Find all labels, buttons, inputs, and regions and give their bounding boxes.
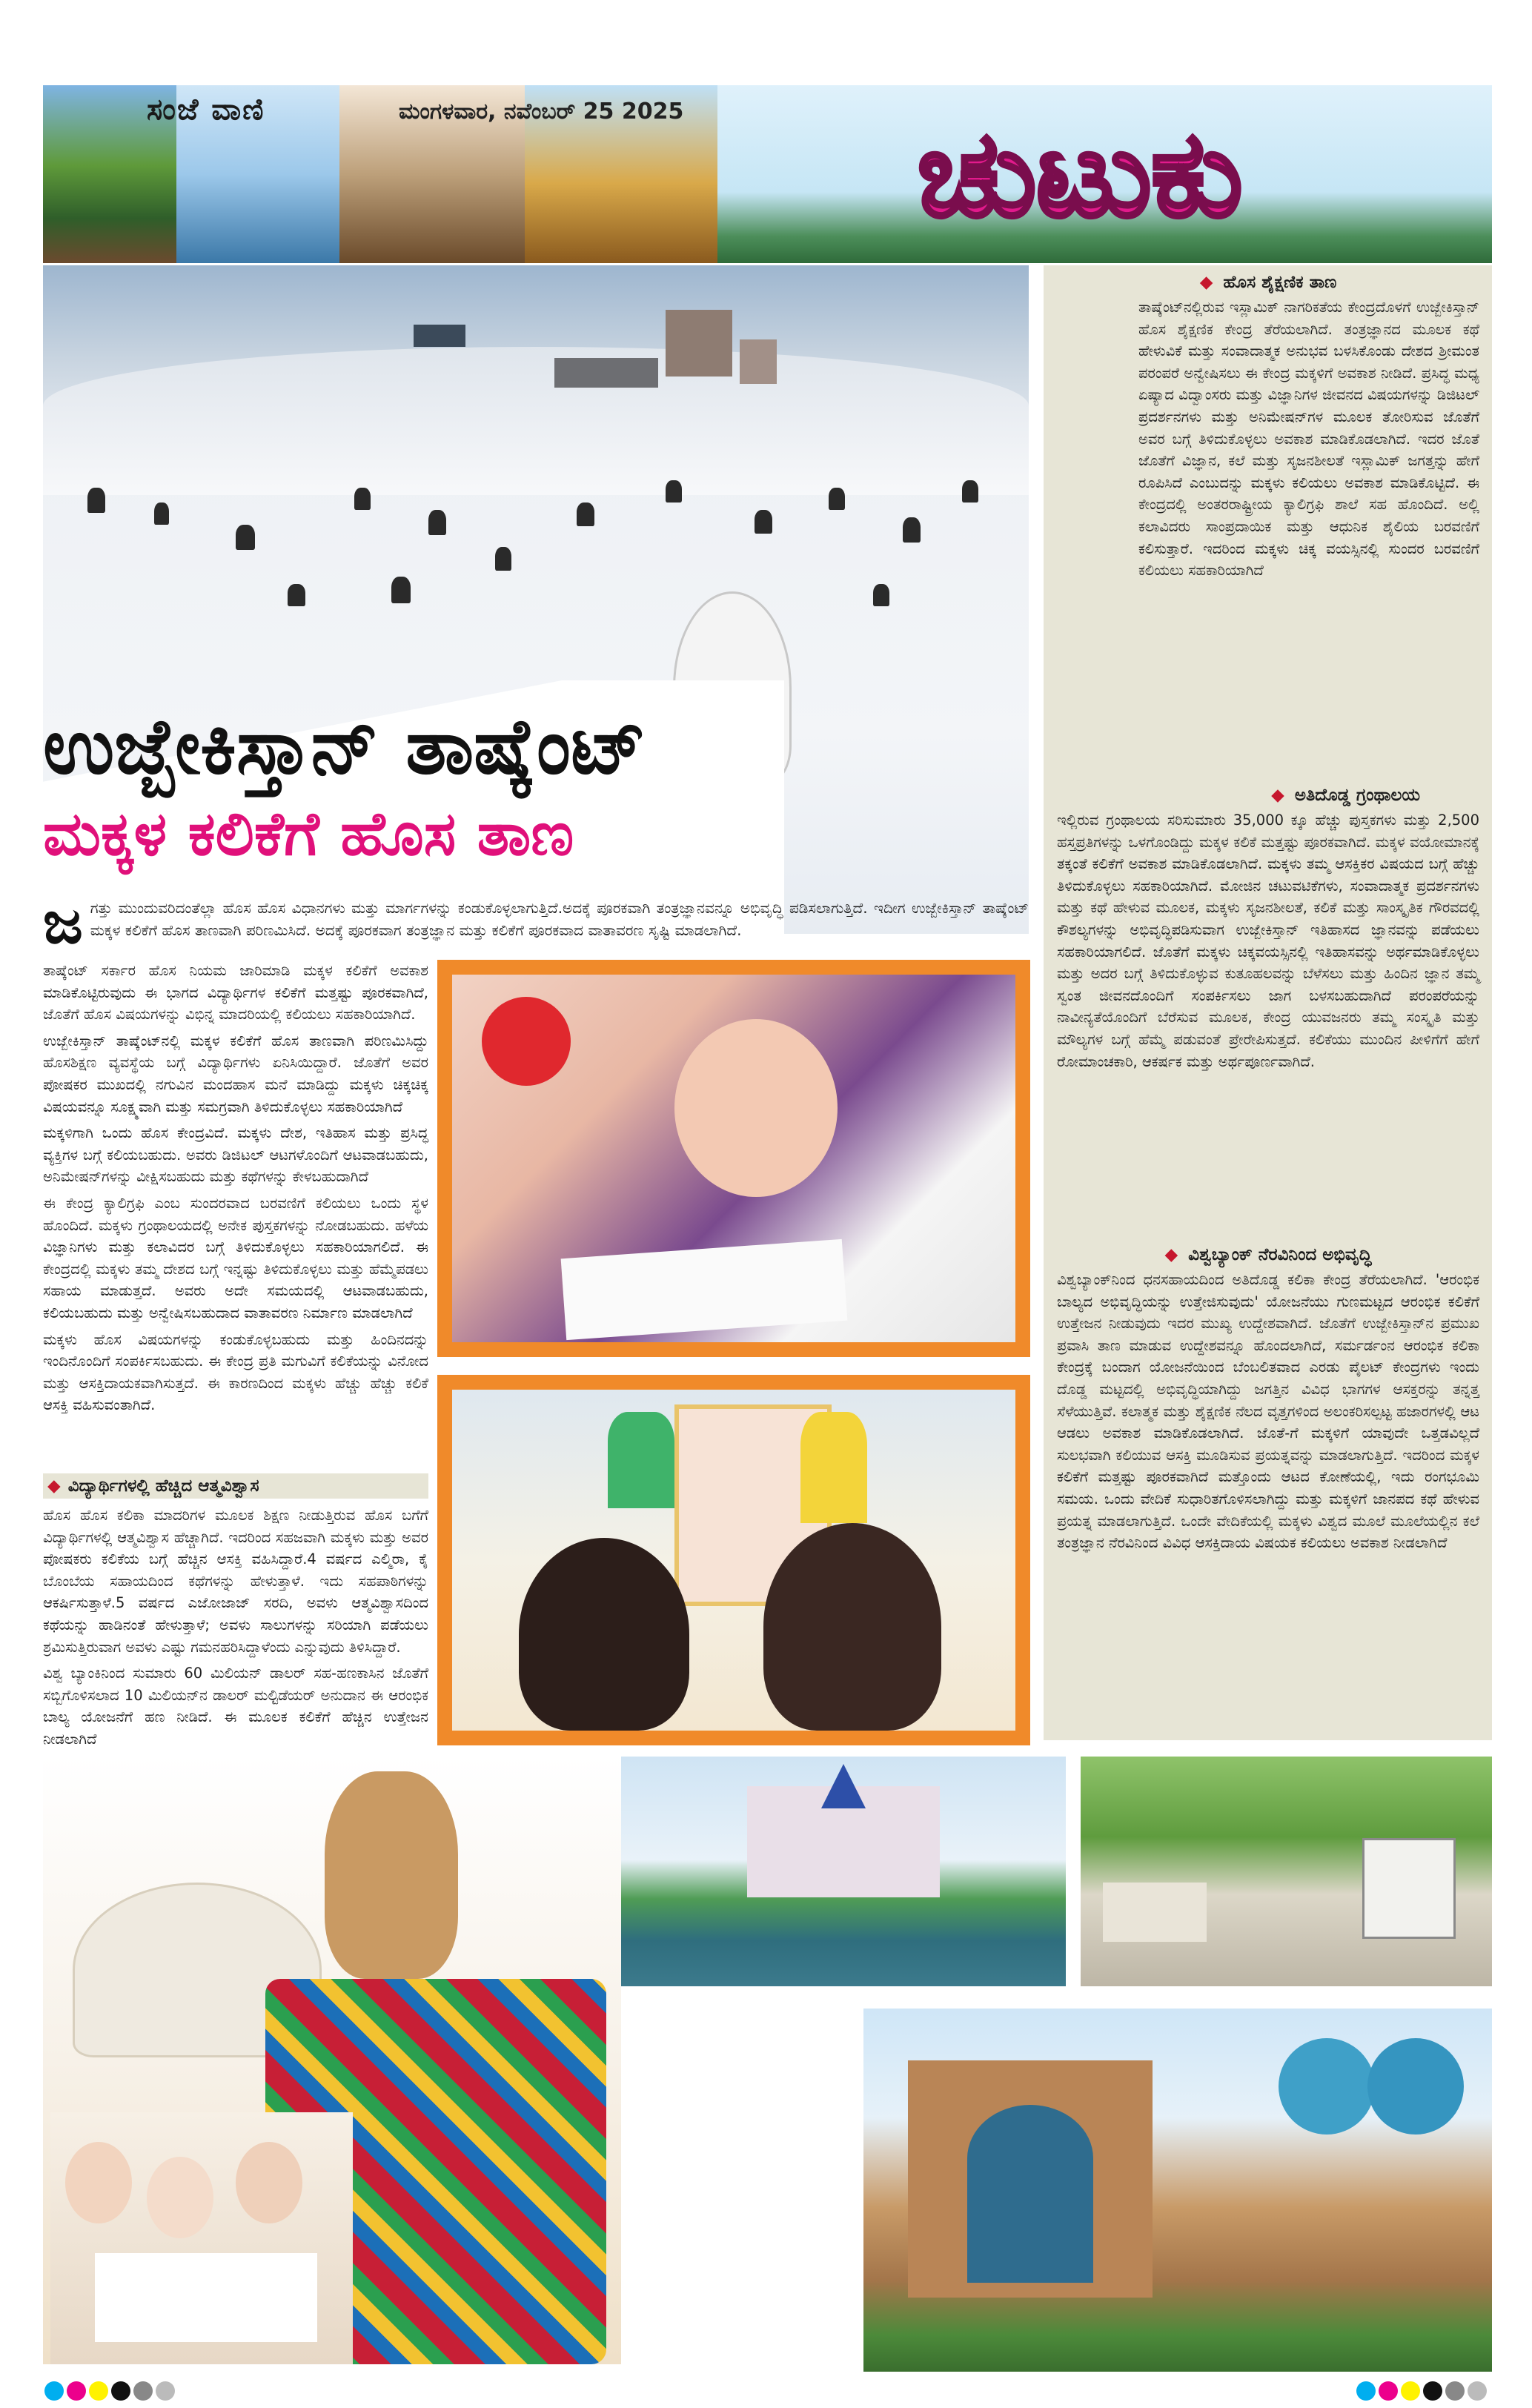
sidebar-paragraph: ವಿಶ್ವಬ್ಯಾಂಕ್‌ನಿಂದ ಧನಸಹಾಯದಿಂದ ಅತಿದೊಡ್ಡ ಕಲಿಕಾ ಕೇಂದ್ರ ತೆರೆಯಲಾಗಿದೆ. 'ಆರಂಭಿಕ ಬಾಲ್ಯದ ಅಭಿವೃದ್ಧಿಯನ್ನು ಉತ್ತೇಜಿಸುವುದು' ಯೋಜನೆಯು ಗುಣಮಟ್ಟದ ಆರಂಭಿಕ ಕಲಿಕೆಗೆ ಉತ್ತೇಜನ ನೀಡುವುದು ಇದರ ಮುಖ್ಯ ಉದ್ದೇಶವಾಗಿದೆ. ಜೊತೆಗೆ ಉಜ್ಬೇಕಿಸ್ತಾನ್‌ನ ಪ್ರಮುಖ ಪ್ರವಾಸಿ ತಾಣ ಮಾಡುವ ಉದ್ದೇಶವನ್ನೂ ಹೊಂದಲಾಗಿದೆ, ಸರ್ಮರ್ಡಂನ ಆರಂಭಿಕ ಕಲಿಕಾ ಕೇಂದ್ರಕ್ಕೆ ಬಂದಾಗ ಯೋಜನೆಯಿಂದ ಬೆಂಬಲಿತವಾದ ಎರಡು ಪೈಲಟ್ ಕೇಂದ್ರಗಳು ಇಂದು ದೊಡ್ಡ ಮಟ್ಟದಲ್ಲಿ ಅಭಿವೃದ್ಧಿಯಾಗಿದ್ದು ಜಗತ್ತಿನ ವಿವಿಧ ಭಾಗಗಳ ಆಸಕ್ತರನ್ನು ತನ್ನತ್ತ ಸೆಳೆಯುತ್ತಿವೆ. ಕಲಾತ್ಮಕ ಮತ್ತು ಶೈಕ್ಷಣಿಕ ನೆಲದ ವೃತ್ತಗಳಿಂದ ಅಲಂಕರಿಸಲ್ಪಟ್ಟ ಹಜಾರಗಳಲ್ಲಿ ಆಟ ಆಡಲು ಅವಕಾಶ ಮಾಡಿಕೊಡಲಾಗಿದೆ. ಜೊತೆ-ಗೆ ಮಕ್ಕಳಿಗೆ ಯಾವುದೇ ಒತ್ತಡವಿಲ್ಲದೆ ಸುಲಭವಾಗಿ ಕಲಿಯುವ ಆಸಕ್ತಿ ಮೂಡಿಸುವ ಪ್ರಯತ್ನವನ್ನು ಮಾಡಲಾಗುತ್ತಿದೆ. ಇದರಿಂದ ಮಕ್ಕಳ ಕಲಿಕೆಗೆ ಮತ್ತಷ್ಟು ಪೂರಕವಾಗಿದೆ ಮತ್ತೊಂದು ಆಟದ ಕೋಣೆಯಲ್ಲಿ, ಇದು ರಂಗಭೂಮಿ ಸಮಯ. ಒಂದು ವೇದಿಕೆ ಸುಧಾರಿತಗೊಳಿಸಲಾಗಿದ್ದು ಮತ್ತು ಮಕ್ಕಳಿಗೆ ಜಾನಪದ ಕಥೆ ಹೇಳುವ ಪ್ರಯತ್ನ ಮಾಡಲಾಗುತ್ತಿದೆ. ಒಂದೇ ವೇದಿಕೆಯಲ್ಲಿ ಮಕ್ಕಳು ವಿಶ್ವದ ಮೂಲೆ ಮೂಲೆಯಲ್ಲಿನ ಕಲೆ ತಂತ್ರಜ್ಞಾನ ನೆರವಿನಿಂದ ವಿವಿಧ ಆಸಕ್ತಿದಾಯ ವಿಷಯಕ ಕಲಿಯಲು ಅವಕಾಶ ನೀಡಲಾಗಿದೆ: [1057, 1271, 1479, 1552]
photo-classroom-kids: [50, 2112, 353, 2364]
body-paragraph: ಮಕ್ಕಳಿಗಾಗಿ ಒಂದು ಹೊಸ ಕೇಂದ್ರವಿದೆ. ಮಕ್ಕಳು ದೇಶ, ಇತಿಹಾಸ ಮತ್ತು ಪ್ರಸಿದ್ಧ ವ್ಯಕ್ತಿಗಳ ಬಗ್ಗೆ ಕಲಿಯಬಹುದು. ಅವರು ಡಿಜಿಟಲ್ ಆಟಗಳೊಂದಿಗೆ ಆಟವಾಡಬಹುದು, ಅನಿಮೇಷನ್‌ಗಳನ್ನು ವೀಕ್ಷಿಸಬಹುದು ಮತ್ತು ಕಥೆಗಳನ್ನು ಕೇಳಬಹುದಾಗಿದೆ: [43, 1124, 428, 1186]
newspaper-logo: ಸಂಜೆ ವಾಣಿ: [147, 93, 265, 127]
body-paragraph: ವಿಶ್ವ ಬ್ಯಾಂಕಿನಿಂದ ಸುಮಾರು 60 ಮಿಲಿಯನ್ ಡಾಲರ್ ಸಹ-ಹಣಕಾಸಿನ ಜೊತೆಗೆ ಸಬ್ಬಿಗೊಳಿಸಲಾದ 10 ಮಿಲಿಯನ್‌ನ ಡಾಲರ್ ಮಲ್ಟಿಡೆಯರ್ ಅನುದಾನ ಈ ಆರಂಭಿಕ ಬಾಲ್ಯ ಯೋಜನೆಗೆ ಹಣ ನೀಡಿದೆ. ಈ ಮೂಲಕ ಕಲಿಕೆಗೆ ಹೆಚ್ಚಿನ ಉತ್ತೇಜನ ನೀಡಲಾಗಿದೆ: [43, 1665, 428, 1748]
skier: [577, 503, 594, 526]
photo-puppet-play: [452, 1390, 1015, 1731]
section-title: ಚುಟುಕು: [918, 105, 1243, 243]
diamond-bullet-icon: ◆: [1271, 786, 1284, 805]
skier: [354, 488, 371, 510]
kiosk: [1362, 1838, 1456, 1939]
skier: [903, 517, 921, 543]
photo-mosque: [863, 2009, 1492, 2372]
child-back: [763, 1523, 941, 1731]
book: [95, 2253, 317, 2342]
skier: [154, 503, 169, 525]
skier: [873, 584, 889, 606]
snow-hill: [43, 347, 1029, 495]
registration-marks-left: [44, 2381, 175, 2401]
sidebar-section-library: [1057, 786, 1479, 1072]
skier: [288, 584, 305, 606]
skier: [391, 577, 411, 603]
sidebar-paragraph: ಇಲ್ಲಿರುವ ಗ್ರಂಥಾಲಯ ಸರಿಸುಮಾರು 35,000 ಕ್ಕೂ ಹೆಚ್ಚು ಪುಸ್ತಕಗಳು ಮತ್ತು 2,500 ಹಸ್ತಪ್ರತಿಗಳನ್ನು ಒಳಗೊಂಡಿದ್ದು ಮಕ್ಕಳ ಕಲಿಕೆ ಮತ್ತಷ್ಟು ಪೂರಕವಾಗಿದೆ. ಮಕ್ಕಳ ವಯೋಮಾನಕ್ಕೆ ತಕ್ಕಂತೆ ಕಲಿಕೆಗೆ ಅವಕಾಶ ಮಾಡಿಕೊಡಲಾಗಿದೆ. ಮಕ್ಕಳು ತಮ್ಮ ಆಸಕ್ತಿಕರ ವಿಷಯದ ಬಗ್ಗೆ ಹೆಚ್ಚು ತಿಳಿದುಕೊಳ್ಳಲು ಸಹಕಾರಿಯಾಗಿದೆ. ಮೋಜಿನ ಚಟುವಟಿಕೆಗಳು, ಸಂವಾದಾತ್ಮಕ ಪ್ರದರ್ಶನಗಳು ಮತ್ತು ಕಥೆ ಹೇಳುವ ಮೂಲಕ, ಮಕ್ಕಳು ಸೃಜನಶೀಲತೆ, ಕಲಿಕೆ ಮತ್ತು ಸಾಂಸ್ಕೃತಿಕ ಗೌರವದಲ್ಲಿ ಕೌಶಲ್ಯಗಳನ್ನು ಅಭಿವೃದ್ಧಿಪಡಿಸುವಾಗ ಉಜ್ಬೇಕಿಸ್ತಾನ್ ಇತಿಹಾಸದ ಜ್ಞಾನವನ್ನು ಪಡೆಯಲು ಸಹಕಾರಿಯಾಗಲಿದೆ. ಜೊತೆಗೆ ಮಕ್ಕಳು ಚಿಕ್ಕವಯಸ್ಸಿನಲ್ಲಿ ಇತಿಹಾಸವನ್ನು ಅರ್ಥಮಾಡಿಕೊಳ್ಳಲು ಮತ್ತು ಅದರ ಬಗ್ಗೆ ತಿಳಿದುಕೊಳ್ಳುವ ಕುತೂಹಲವನ್ನು ಬೆಳೆಸಲು ಮತ್ತು ಹಿಂದಿನ ಜ್ಞಾನ ತಮ್ಮ ಸ್ವಂತ ಜೀವನದೊಂದಿಗೆ ಸಂಪರ್ಕಿಸಲು ಜಾಗ ಬಳಸಬಹುದಾಗಿದೆ ಪರಂಪರೆಯನ್ನು ನಾವೀನ್ಯತೆಯೊಂದಿಗೆ ಬೆರೆಸುವ ಮೂಲಕ, ಕೇಂದ್ರ ಯುವಜನರು ತಮ್ಮ ಸಂಸ್ಕೃತಿ ಮತ್ತು ಮೌಲ್ಯಗಳ ಬಗ್ಗೆ ಹೆಮ್ಮೆ ಪಡುವಂತೆ ಪ್ರೇರೇಪಿಸುತ್ತದೆ. ಕಲಿಕೆಯು ಮುಂದಿನ ಪೀಳಿಗೆಗೆ ಹೇಗೆ ರೋಮಾಂಚಕಾರಿ, ಆಕರ್ಷಕ ಮತ್ತು ಅರ್ಥಪೂರ್ಣವಾಗಿದೆ.: [1057, 812, 1479, 1070]
sidebar-heading: ◆ ವಿಶ್ವಬ್ಯಾಂಕ್ ನೆರವಿನಿಂದ ಅಭಿವೃದ್ಧಿ: [1164, 1245, 1372, 1264]
photo-child-drawing: [452, 975, 1015, 1342]
building: [414, 325, 465, 347]
photo-street-market: [1081, 1757, 1492, 1986]
yellow-puppet: [800, 1412, 867, 1523]
child-back: [519, 1538, 689, 1731]
skier: [236, 525, 255, 550]
mosque-dome: [1367, 2038, 1464, 2135]
body-paragraph: ಈ ಕೇಂದ್ರ ಕ್ಯಾಲಿಗ್ರಫಿ ಎಂಬ ಸುಂದರವಾದ ಬರವಣಿಗೆ ಕಲಿಯಲು ಒಂದು ಸ್ಥಳ ಹೊಂದಿದೆ. ಮಕ್ಕಳು ಗ್ರಂಥಾಲಯದಲ್ಲಿ ಅನೇಕ ಪುಸ್ತಕಗಳನ್ನು ನೋಡಬಹುದು. ಹಳೆಯ ವಿಜ್ಞಾನಿಗಳು ಮತ್ತು ಕಲಾವಿದರ ಬಗ್ಗೆ ತಿಳಿದುಕೊಳ್ಳಲು ಸಹಕಾರಿಯಾಗಲಿದೆ. ಈ ಕೇಂದ್ರದಲ್ಲಿ ಮಕ್ಕಳು ತಮ್ಮ ದೇಶದ ಬಗ್ಗೆ ಇನ್ನಷ್ಟು ತಿಳಿದುಕೊಳ್ಳಲು ಮತ್ತು ಹೆಮ್ಮೆಪಡಲು ಸಹಾಯ ಮಾಡುತ್ತದೆ. ಅವರು ಅದೇ ಸಮಯದಲ್ಲಿ ಆಟವಾಡಬಹುದು, ಕಲಿಯಬಹುದು ಮತ್ತು ಅನ್ವೇಷಿಸಬಹುದಾದ ವಾತಾವರಣ ನಿರ್ಮಾಣ ಮಾಡಲಾಗಿದೆ: [43, 1194, 428, 1321]
skier: [755, 510, 772, 534]
drawing-paper: [561, 1239, 848, 1340]
body-paragraph: ಮಕ್ಕಳು ಹೊಸ ವಿಷಯಗಳನ್ನು ಕಂಡುಕೊಳ್ಳಬಹುದು ಮತ್ತು ಹಿಂದಿನದನ್ನು ಇಂದಿನೊಂದಿಗೆ ಸಂಪರ್ಕಿಸಬಹುದು. ಈ ಕೇಂದ್ರ ಪ್ರತಿ ಮಗುವಿಗೆ ಕಲಿಕೆಯನ್ನು ವಿನೋದ ಮತ್ತು ಆಸಕ್ತಿದಾಯಕವಾಗಿಸುತ್ತದೆ. ಈ ಕಾರಣದಿಂದ ಮಕ್ಕಳು ಹೆಚ್ಚು ಹೆಚ್ಚು ಕಲಿಕೆ ಆಸಕ್ತಿ ವಹಿಸುವಂತಾಗಿದೆ.: [43, 1330, 428, 1414]
stall: [1103, 1883, 1207, 1942]
mosque-dome: [1279, 2038, 1375, 2135]
building: [666, 310, 732, 377]
child: [65, 2142, 132, 2223]
diamond-bullet-icon: ◆: [1199, 273, 1213, 292]
body-paragraph: ಹೊಸ ಹೊಸ ಕಲಿಕಾ ಮಾದರಿಗಳ ಮೂಲಕ ಶಿಕ್ಷಣ ನೀಡುತ್ತಿರುವ ಹೊಸ ಬಗೆಗೆ ವಿದ್ಯಾರ್ಥಿಗಳಲ್ಲಿ ಆತ್ಮವಿಶ್ವಾಸ ಹೆಚ್ಚಾಗಿದೆ. ಇದರಿಂದ ಸಹಜವಾಗಿ ಮಕ್ಕಳು ಮತ್ತು ಅವರ ಪೋಷಕರು ಕಲಿಕೆಯ ಬಗ್ಗೆ ಹೆಚ್ಚಿನ ಆಸಕ್ತಿ ವಹಿಸಿದ್ದಾರೆ.4 ವರ್ಷದ ಎಲ್ಮಿರಾ, ಕೈ ಬೊಂಬೆಯ ಸಹಾಯದಿಂದ ಕಥೆಗಳನ್ನು ಹೇಳುತ್ತಾಳೆ. ಇದು ಸಹಪಾಠಿಗಳನ್ನು ಆಕರ್ಷಿಸುತ್ತಾಳೆ.5 ವರ್ಷದ ಎಜೋಜಾಜ್ ಸರದಿ, ಅವಳು ಆತ್ಮವಿಶ್ವಾಸದಿಂದ ಕಥೆಯನ್ನು ಹಾಡಿನಂತೆ ಹೇಳುತ್ತಾಳೆ; ಅವಳು ಸಾಲುಗಳನ್ನು ಸರಿಯಾಗಿ ಪಡೆಯಲು ಶ್ರಮಿಸುತ್ತಿರುವಾಗ ಅವಳು ಎಷ್ಟು ಗಮನಹರಿಸಿದ್ದಾಳೆಂದು ಎನ್ನುವುದು ತಿಳಿಸಿದ್ದಾರೆ.: [43, 1507, 428, 1656]
registration-dot: [1445, 2381, 1465, 2401]
registration-dot: [111, 2381, 130, 2401]
child: [236, 2142, 302, 2223]
registration-dot: [1468, 2381, 1487, 2401]
sidebar-heading: ◆ ಹೊಸ ಶೈಕ್ಷಣಿಕ ತಾಣ: [1199, 273, 1337, 292]
mosque-arch: [967, 2105, 1093, 2283]
drop-cap: ಜ: [43, 888, 83, 957]
sidebar-column: [1044, 265, 1492, 1740]
photo-fairy-castle: [621, 1757, 1066, 1986]
skier: [962, 480, 978, 503]
building: [740, 339, 777, 384]
registration-dot: [1379, 2381, 1398, 2401]
body-paragraph: ತಾಷ್ಕೆಂಟ್ ಸರ್ಕಾರ ಹೊಸ ನಿಯಮ ಜಾರಿಮಾಡಿ ಮಕ್ಕಳ ಕಲಿಕೆಗೆ ಅವಕಾಶ ಮಾಡಿಕೊಟ್ಟಿರುವುದು ಈ ಭಾಗದ ವಿದ್ಯಾರ್ಥಿಗಳ ಕಲಿಕೆಗೆ ಮತ್ತಷ್ಟು ಪೂರಕವಾಗಿದೆ, ಜೊತೆಗೆ ಹೊಸ ವಿಷಯಗಳನ್ನು ವಿಭಿನ್ನ ಮಾದರಿಯಲ್ಲಿ ಕಲಿಯಲು ಸಹಕಾರಿಯಾಗಿದೆ.: [43, 962, 428, 1024]
diamond-bullet-icon: ◆: [1164, 1245, 1178, 1264]
skier: [829, 488, 845, 510]
building: [554, 358, 658, 388]
sidebar-section-education: [1057, 273, 1479, 582]
registration-dot: [133, 2381, 153, 2401]
registration-dot: [1401, 2381, 1420, 2401]
red-hat: [482, 997, 571, 1086]
child: [147, 2157, 213, 2238]
body-paragraph: ಉಜ್ಬೇಕಿಸ್ತಾನ್ ತಾಷ್ಕೆಂಟ್‌ನಲ್ಲಿ ಮಕ್ಕಳ ಕಲಿಕೆಗೆ ಹೊಸ ತಾಣವಾಗಿ ಪರಿಣಮಿಸಿದ್ದು ಹೊಸಶಿಕ್ಷಣ ವ್ಯವಸ್ಥೆಯ ಬಗ್ಗೆ ವಿದ್ಯಾರ್ಥಿಗಳು ಏನಿಸಿಯಿದ್ದಾರೆ. ಜೊತೆಗೆ ಅವರ ಪೋಷಕರ ಮುಖದಲ್ಲಿ ನಗುವಿನ ಮಂದಹಾಸ ಮನೆ ಮಾಡಿದ್ದು ಮಕ್ಕಳು ಚಿಕ್ಕಚಿಕ್ಕ ವಿಷಯವನ್ನೂ ಸೂಕ್ಷ್ಮವಾಗಿ ಮತ್ತು ಸಮಗ್ರವಾಗಿ ತಿಳಿದುಕೊಳ್ಳಲು ಸಹಕಾರಿಯಾಗಿದೆ: [43, 1032, 428, 1115]
photo-frame-child-drawing: [437, 960, 1030, 1357]
skier: [495, 547, 511, 571]
photo-frame-puppet-play: [437, 1375, 1030, 1745]
camel-head: [325, 1771, 458, 1979]
article-intro: [43, 888, 1029, 957]
green-puppet: [608, 1412, 674, 1508]
intro-text: ಗತ್ತು ಮುಂದುವರಿದಂತೆಲ್ಲಾ ಹೊಸ ಹೊಸ ವಿಧಾನಗಳು ಮತ್ತು ಮಾರ್ಗಗಳನ್ನು ಕಂಡುಕೊಳ್ಳಲಾಗುತ್ತಿದೆ.ಅದಕ್ಕೆ ಪೂರಕವಾಗಿ ತಂತ್ರಜ್ಞಾನವನ್ನೂ ಅಭಿವೃದ್ಧಿ ಪಡಿಸಲಾಗುತ್ತಿದೆ. ಇದೀಗ ಉಜ್ಬೇಕಿಸ್ತಾನ್ ತಾಷ್ಕೆಂಟ್ ಮಕ್ಕಳ ಕಲಿಕೆಗೆ ಹೊಸ ತಾಣವಾಗಿ ಪರಿಣಮಿಸಿದೆ. ಅದಕ್ಕೆ ಪೂರಕವಾಗ ತಂತ್ರಜ್ಞಾನ ಮತ್ತು ಕಲಿಕೆಗೆ ಪೂರಕವಾದ ವಾತಾವರಣ ಸೃಷ್ಟಿ ಮಾಡಲಾಗಿದೆ.: [90, 899, 1029, 939]
confidence-column: [43, 1505, 428, 1755]
registration-dot: [1423, 2381, 1442, 2401]
child-face: [674, 1019, 838, 1197]
sidebar-paragraph: ತಾಷ್ಕೆಂಟ್‌ನಲ್ಲಿರುವ ಇಸ್ಲಾಮಿಕ್ ನಾಗರಿಕತೆಯ ಕೇಂದ್ರದೊಳಗೆ ಉಜ್ಬೇಕಿಸ್ತಾನ್ ಹೊಸ ಶೈಕ್ಷಣಿಕ ಕೇಂದ್ರ ತೆರೆಯಲಾಗಿದೆ. ತಂತ್ರಜ್ಞಾನದ ಮೂಲಕ ಕಥೆ ಹೇಳುವಿಕೆ ಮತ್ತು ಸಂವಾದಾತ್ಮಕ ಅನುಭವ ಬಳಸಿಕೊಂಡು ದೇಶದ ಶ್ರೀಮಂತ ಪರಂಪರೆ ಅನ್ವೇಷಿಸಲು ಈ ಕೇಂದ್ರ ಮಕ್ಕಳಿಗೆ ಅವಕಾಶ ನೀಡಿದೆ. ಪ್ರಸಿದ್ಧ ಮಧ್ಯ ಏಷ್ಯಾದ ವಿದ್ವಾಂಸರು ಮತ್ತು ವಿಜ್ಞಾನಿಗಳ ಜೀವನದ ವಿಷಯಗಳನ್ನು ಡಿಜಿಟಲ್ ಪ್ರದರ್ಶನಗಳು ಮತ್ತು ಅನಿಮೇಷನ್‌ಗಳ ಮೂಲಕ ತೋರಿಸುವ ಜೊತೆಗೆ ಅವರ ಬಗ್ಗೆ ತಿಳಿದುಕೊಳ್ಳಲು ಅವಕಾಶ ಮಾಡಿಕೊಡಲಾಗಿದೆ. ಇದರ ಜೊತೆ ಜೊತೆಗೆ ವಿಜ್ಞಾನ, ಕಲೆ ಮತ್ತು ಸೃಜನಶೀಲತೆ ಇಸ್ಲಾಮಿಕ್ ಜಗತ್ತನ್ನು ಹೇಗೆ ರೂಪಿಸಿದೆ ಎಂಬುದನ್ನು ಮಕ್ಕಳು ಕಲಿಯಲು ಅವಕಾಶ ಮಾಡಿಕೊಟ್ಟಿದೆ. ಈ ಕೇಂದ್ರದಲ್ಲಿ ಅಂತರರಾಷ್ಟ್ರೀಯ ಕ್ಯಾಲಿಗ್ರಫಿ ಶಾಲೆ ಸಹ ಹೊಂದಿದೆ. ಅಲ್ಲಿ ಕಲಾವಿದರು ಸಾಂಪ್ರದಾಯಿಕ ಮತ್ತು ಆಧುನಿಕ ಶೈಲಿಯ ಬರವಣಿಗೆ ಕಲಿಸುತ್ತಾರೆ. ಇದರಿಂದ ಮಕ್ಕಳು ಚಿಕ್ಕ ವಯಸ್ಸಿನಲ್ಲಿ ಸುಂದರ ಬರವಣಿಗೆ ಕಲಿಯಲು ಸಹಕಾರಿಯಾಗಿದೆ: [1138, 299, 1479, 580]
registration-marks-right: [1356, 2381, 1487, 2401]
registration-dot: [89, 2381, 108, 2401]
registration-dot: [156, 2381, 175, 2401]
article-headline: ಉಜ್ಬೇಕಿಸ್ತಾನ್ ತಾಷ್ಕೆಂಟ್: [43, 701, 646, 792]
registration-dot: [44, 2381, 64, 2401]
registration-dot: [1356, 2381, 1376, 2401]
article-subheadline: ಮಕ್ಕಳ ಕಲಿಕೆಗೆ ಹೊಸ ತಾಣ: [43, 799, 574, 869]
article-body-column: [43, 960, 428, 1421]
sidebar-section-worldbank: [1057, 1245, 1479, 1554]
skier: [87, 488, 105, 513]
skier: [428, 510, 446, 535]
registration-dot: [67, 2381, 86, 2401]
skier: [666, 480, 682, 503]
masthead: [43, 85, 1492, 263]
sidebar-heading: ◆ ಅತಿದೊಡ್ಡ ಗ್ರಂಥಾಲಯ: [1271, 786, 1420, 805]
subheading-confidence: ◆ ವಿದ್ಯಾರ್ಥಿಗಳಲ್ಲಿ ಹೆಚ್ಚಿದ ಆತ್ಮವಿಶ್ವಾಸ: [43, 1473, 428, 1499]
diamond-bullet-icon: ◆: [47, 1476, 61, 1496]
issue-date: ಮಂಗಳವಾರ, ನವೆಂಬರ್ 25 2025: [399, 99, 684, 125]
